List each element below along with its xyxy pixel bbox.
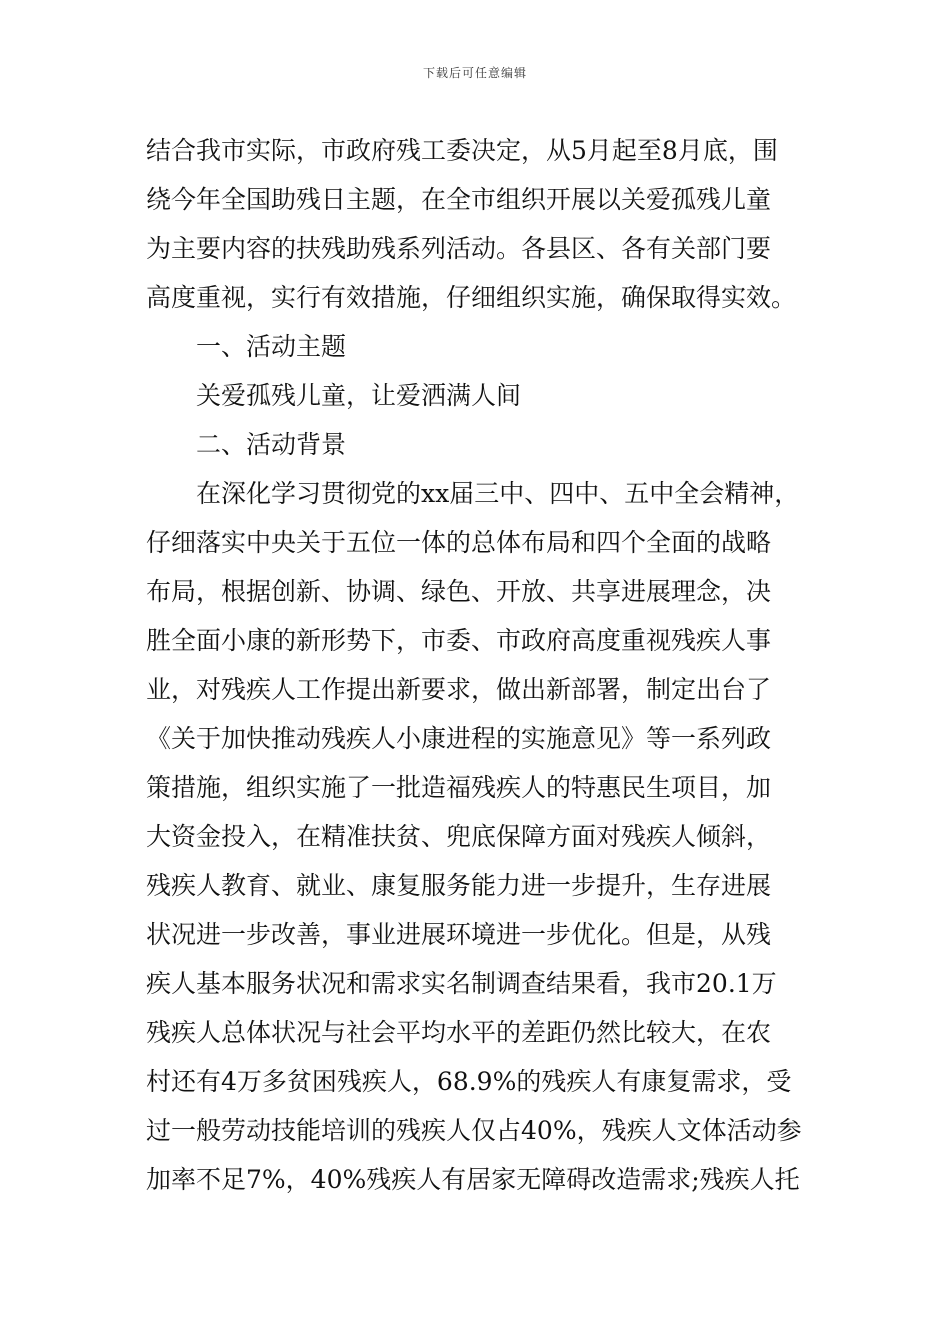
text-line: 残疾人总体状况与社会平均水平的差距仍然比较大，在农: [146, 1018, 772, 1047]
document-body: [146, 126, 812, 1204]
section-heading: 一、活动主题: [196, 332, 347, 361]
text-line: 为主要内容的扶残助残系列活动。各县区、各有关部门要: [146, 234, 772, 263]
text-line: 仔细落实中央关于五位一体的总体布局和四个全面的战略: [146, 528, 772, 557]
section-heading: 二、活动背景: [196, 430, 347, 459]
text-line: 在深化学习贯彻党的xx届三中、四中、五中全会精神，: [196, 479, 800, 508]
text-line: 策措施，组织实施了一批造福残疾人的特惠民生项目，加: [146, 773, 772, 802]
page-header-note: 下载后可任意编辑: [422, 66, 527, 80]
activity-theme: 关爱孤残儿童，让爱洒满人间: [196, 381, 522, 410]
text-line: 状况进一步改善，事业进展环境进一步优化。但是，从残: [146, 920, 772, 949]
text-line: 绕今年全国助残日主题，在全市组织开展以关爱孤残儿童: [146, 185, 772, 214]
text-line: 加率不足7%，40%残疾人有居家无障碍改造需求;残疾人托: [146, 1165, 800, 1194]
text-line: 残疾人教育、就业、康复服务能力进一步提升，生存进展: [146, 871, 772, 900]
text-line: 村还有4万多贫困残疾人，68.9%的残疾人有康复需求，受: [146, 1067, 792, 1096]
text-line: 业，对残疾人工作提出新要求，做出新部署，制定出台了: [146, 675, 772, 704]
text-line: 胜全面小康的新形势下，市委、市政府高度重视残疾人事: [146, 626, 772, 655]
text-line: 过一般劳动技能培训的残疾人仅占40%，残疾人文体活动参: [146, 1116, 802, 1145]
text-line: 大资金投入，在精准扶贫、兜底保障方面对残疾人倾斜，: [146, 822, 772, 851]
text-line: 疾人基本服务状况和需求实名制调查结果看，我市20.1万: [146, 969, 777, 998]
text-line: 高度重视，实行有效措施，仔细组织实施，确保取得实效。: [146, 283, 797, 312]
text-line: 结合我市实际，市政府残工委决定，从5月起至8月底，围: [146, 136, 778, 165]
text-line: 布局，根据创新、协调、绿色、开放、共享进展理念，决: [146, 577, 772, 606]
text-line: 《关于加快推动残疾人小康进程的实施意见》等一系列政: [146, 724, 772, 753]
